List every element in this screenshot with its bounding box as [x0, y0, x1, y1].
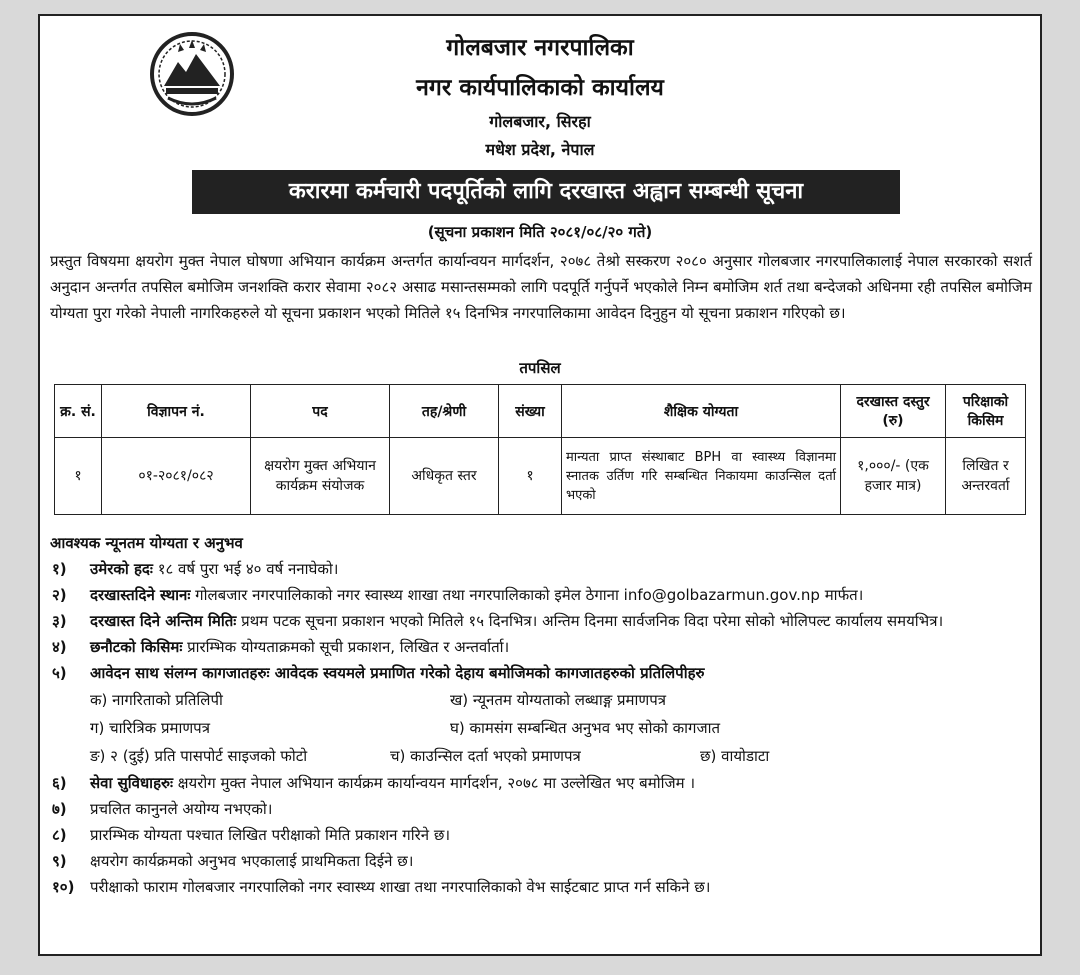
doc-item: ख) न्यूनतम योग्यताको लब्धाङ्ग प्रमाणपत्र	[450, 691, 667, 709]
cell-level: अधिकृत स्तर	[390, 438, 499, 515]
doc-item: छ) वायोडाटा	[700, 747, 770, 765]
th-ad-no: विज्ञापन नं.	[102, 385, 251, 438]
req-item	[50, 874, 1032, 900]
tapasil-heading: तपसिल	[519, 359, 561, 377]
requirements-section	[50, 530, 1032, 900]
req-item	[50, 634, 1032, 660]
req-item	[50, 770, 1032, 796]
th-post: पद	[251, 385, 390, 438]
req-text: क्षयरोग मुक्त नेपाल अभियान कार्यक्रम कार्यान्वयन मार्गदर्शन, २०७८ मा उल्लेखित भए बमोजिम ।	[173, 774, 696, 792]
th-qualification: शैक्षिक योग्यता	[562, 385, 841, 438]
table-header-row	[55, 385, 1026, 438]
doc-item: क) नागरिताको प्रतिलिपी	[90, 691, 223, 709]
req-text: प्रारम्भिक योग्यताक्रमको सूची प्रकाशन, लिखित र अन्तर्वार्ता।	[182, 638, 510, 656]
province: मधेश प्रदेश, नेपाल	[485, 140, 595, 159]
th-level: तह/श्रेणी	[390, 385, 499, 438]
req-label: सेवा सुविधाहरुः	[90, 774, 174, 792]
req-text: १८ वर्ष पुरा भई ४० वर्ष ननाघेको।	[152, 560, 339, 578]
doc-item: ग) चारित्रिक प्रमाणपत्र	[90, 719, 210, 737]
notice-title-banner: करारमा कर्मचारी पदपूर्तिको लागि दरखास्त अह्वान सम्बन्धी सूचना	[192, 170, 900, 214]
table-row	[55, 438, 1026, 515]
address: गोलबजार, सिरहा	[489, 112, 591, 131]
documents-list	[50, 686, 1032, 742]
req-num: १)	[52, 560, 67, 578]
cell-post: क्षयरोग मुक्त अभियान कार्यक्रम संयोजक	[251, 438, 390, 515]
req-item	[50, 796, 1032, 822]
cell-count: १	[499, 438, 562, 515]
cell-sn: १	[55, 438, 102, 515]
th-sn: क्र. सं.	[55, 385, 102, 438]
doc-item: घ) कामसंग सम्बन्धित अनुभव भए सोको कागजात	[450, 719, 721, 737]
th-fee: दरखास्त दस्तुर (रु)	[841, 385, 946, 438]
req-num: ४)	[52, 638, 67, 656]
req-text: प्रचलित कानुनले अयोग्य नभएको।	[90, 800, 273, 818]
req-num: २)	[52, 586, 67, 604]
requirements-title: आवश्यक न्यूनतम योग्यता र अनुभव	[50, 534, 243, 552]
req-label: उमेरको हदः	[90, 560, 153, 578]
req-text: क्षयरोग कार्यक्रमको अनुभव भएकालाई प्राथमिकता दिईने छ।	[90, 852, 414, 870]
req-label: छनौटको किसिमः	[90, 638, 183, 656]
req-text: प्रारम्भिक योग्यता पश्चात लिखित परीक्षाको मिति प्रकाशन गरिने छ।	[90, 826, 451, 844]
doc-item: च) काउन्सिल दर्ता भएको प्रमाणपत्र	[390, 747, 581, 765]
req-text: गोलबजार नगरपालिकाको नगर स्वास्थ्य शाखा तथा नगरपालिकाको इमेल ठेगाना info@golbazarmun.gov.np मार्फत।	[190, 586, 864, 604]
req-num: ५)	[52, 664, 67, 682]
intro-paragraph: प्रस्तुत विषयमा क्षयरोग मुक्त नेपाल घोषणा अभियान कार्यक्रम अन्तर्गत कार्यान्वयन मार्गदर्शन, २०७८ तेश्रो सस्करण २०८० अनुसार गोलबजार नगरपालिकालाई नेपाल सरकारको सशर्त अनुदान अन्तर्गत तपसिल बमोजिम जनशक्ति करार सेवामा २०८२ असाढ मसान्तसम्मको लागि पदपूर्ति गर्नुपर्ने भएकोले निम्न बमोजिम शर्त तथा बन्देजको अधिनमा रही तपसिल बमोजिम योग्यता पुरा गरेको नेपाली नागरिकहरुले यो सूचना प्रकाशन भएको मितिले १५ दिनभित्र नगरपालिकामा आवेदन दिनुहुन यो सूचना प्रकाशन गरिएको छ।	[50, 252, 1032, 322]
req-num: ६)	[52, 774, 67, 792]
req-label: दरखास्तदिने स्थानः	[90, 586, 191, 604]
req-label: आवेदन साथ संलग्न कागजातहरुः आवेदक स्वयमले प्रमाणित गरेको देहाय बमोजिमको कागजातहरुको प्रतिलिपीहरु	[90, 664, 705, 682]
req-num: ७)	[52, 800, 67, 818]
cell-ad-no: ०१-२०८१/०८२	[102, 438, 251, 515]
req-num: ९)	[52, 852, 67, 870]
th-count: संख्या	[499, 385, 562, 438]
req-item	[50, 822, 1032, 848]
req-label: दरखास्त दिने अन्तिम मितिः	[90, 612, 237, 630]
org-name: गोलबजार नगरपालिका	[446, 35, 634, 61]
req-text: परीक्षाको फाराम गोलबजार नगरपालिको नगर स्वास्थ्य शाखा तथा नगरपालिकाको वेभ साईटबाट प्राप्त गर्न सकिने छ।	[90, 878, 711, 896]
documents-list-row3	[50, 742, 1032, 770]
req-item	[50, 660, 1032, 686]
req-item	[50, 848, 1032, 874]
th-exam: परिक्षाको किसिम	[946, 385, 1026, 438]
office-name: नगर कार्यपालिकाको कार्यालय	[416, 75, 664, 101]
cell-qualification: मान्यता प्राप्त संस्थाबाट BPH वा स्वास्थ्य विज्ञानमा स्नातक उर्तिण गरि सम्बन्धित निकायमा काउन्सिल दर्ता भएको	[562, 438, 841, 515]
req-text: प्रथम पटक सूचना प्रकाशन भएको मितिले १५ दिनभित्र। अन्तिम दिनमा सार्वजनिक विदा परेमा सोको भोलिपल्ट कार्यालय समयभित्र।	[236, 612, 944, 630]
vacancy-table	[54, 384, 1026, 515]
publication-date: (सूचना प्रकाशन मिति २०८१/०८/२० गते)	[427, 223, 653, 241]
req-num: १०)	[52, 878, 75, 896]
cell-exam: लिखित र अन्तरवर्ता	[946, 438, 1026, 515]
req-num: ८)	[52, 826, 67, 844]
cell-fee: १,०००/- (एक हजार मात्र)	[841, 438, 946, 515]
doc-item: ङ) २ (दुई) प्रति पासपोर्ट साइजको फोटो	[90, 747, 308, 765]
req-item	[50, 582, 1032, 608]
req-item	[50, 608, 1032, 634]
notice-sheet	[38, 14, 1042, 956]
req-num: ३)	[52, 612, 67, 630]
req-item	[50, 556, 1032, 582]
